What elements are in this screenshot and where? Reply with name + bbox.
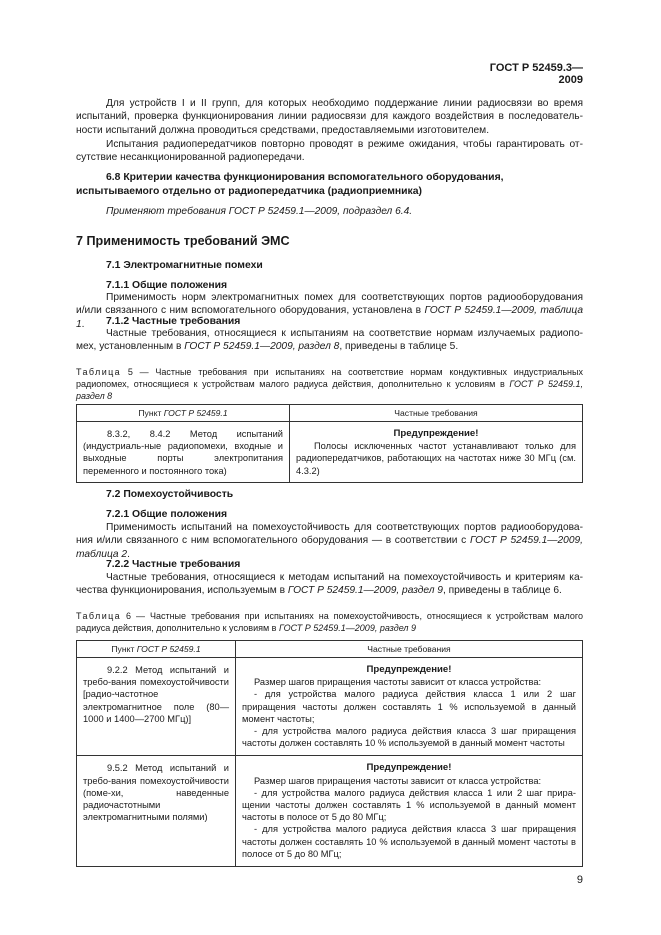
text-line: сутствие несанкционированной радиопередачи.	[76, 152, 305, 164]
section-7-2-2-text	[76, 571, 583, 598]
caption-label: Таблица	[76, 611, 122, 621]
text-line: испытываемого отдельно от радиопередатчика (радиоприемника)	[76, 185, 422, 197]
text-span: мех, установленным в	[76, 341, 185, 353]
section-7-2-2-title: 7.2.2 Частные требования	[106, 559, 241, 570]
text-span: , приведены в таблице 6.	[442, 585, 562, 597]
table-cell	[236, 756, 583, 867]
text-line: Применимость испытаний на помехоустойчивость для соответствующих портов радиооборудова-	[106, 522, 583, 533]
table-header-row	[77, 641, 583, 658]
text-line	[76, 378, 583, 390]
table-header-cell: Частные требования	[236, 641, 583, 658]
reference: таблица 2	[76, 548, 128, 560]
table-row	[77, 422, 583, 483]
table-header-cell: Частные требования	[290, 405, 583, 422]
reference: ГОСТ Р 52459.1—2009, раздел 9	[287, 585, 443, 597]
section-7-2-title: 7.2 Помехоустойчивость	[106, 489, 234, 500]
section-7-1-title: 7.1 Электромагнитные помехи	[106, 260, 263, 271]
cell-text: Размер шагов приращения частоты зависит от класса устройства:	[254, 677, 542, 688]
warning-label: Предупреждение!	[393, 428, 479, 439]
table-header-cell	[77, 641, 236, 658]
reference: ГОСТ Р 52459.1—2009, раздел 9	[278, 623, 416, 634]
table-cell	[236, 658, 583, 756]
text-line	[76, 366, 583, 378]
text-line	[76, 390, 583, 402]
table-cell: 8.3.2, 8.4.2 Метод испытаний (индустриаль-ные радиопомехи, входные и выходные порты электропитания переменного и постоянного тока)	[77, 422, 290, 483]
cell-text: - для устройства малого радиуса действия класса 1 или 2 шаг приращения частоты должен составлять 1 % используемой в данный момент частоты;	[242, 689, 576, 724]
text-span: Пункт	[138, 408, 164, 418]
cell-text: - для устройства малого радиуса действия класса 1 или 2 шаг прира-щении частоты должен составлять 1 % используемой в данный момент частоты в полосе от 5 до 80 МГц;	[242, 787, 576, 823]
text-line: Частные требования, относящиеся к методам испытаний на помехоустойчивость и критериям ка-	[106, 572, 583, 583]
text-line	[76, 534, 583, 547]
reference: ГОСТ Р 52459.1—2009,	[469, 535, 583, 547]
section-7-title: 7 Применимость требований ЭМС	[76, 234, 290, 248]
section-7-2-1-text	[76, 521, 583, 561]
table-cell	[290, 422, 583, 483]
table-cell: 9.2.2 Метод испытаний и требо-вания помехоустойчивости [радио-частотное электромагнитное поле (80—1000 и 1400—2700 МГц)]	[77, 658, 236, 756]
text-line: Испытания радиопередатчиков повторно проводят в режиме ожидания, чтобы гарантировать от-	[106, 139, 583, 150]
text-span: и/или связанного с ним вспомогательного оборудования, установлена в	[76, 305, 425, 317]
reference: раздел 8	[76, 391, 113, 402]
section-7-1-2-title: 7.1.2 Частные требования	[106, 316, 241, 327]
text-line: 6.8 Критерии качества функционирования вспомогательного оборудования,	[106, 172, 504, 183]
table-5-caption	[76, 366, 583, 403]
table-5	[76, 404, 583, 483]
cell-text: - для устройства малого радиуса действия класса 3 шаг приращения частоты должен составлять 10 % используемой в данный момент частоты	[242, 726, 576, 749]
text-line: Частные требования, относящиеся к испытаниям на соответствие нормам излучаемых радиопо-	[106, 328, 583, 339]
text-span: чества функционирования, используемым в	[76, 585, 288, 597]
text-span: Пункт	[111, 644, 137, 654]
table-header-cell	[77, 405, 290, 422]
text-line	[76, 340, 583, 353]
text-line: Применяют требования ГОСТ Р 52459.1—2009, подраздел 6.4.	[106, 206, 413, 217]
text-span: .	[127, 548, 130, 560]
text-line: Применимость норм электромагнитных помех для соответствующих портов радиооборудования	[106, 292, 583, 303]
table-6	[76, 640, 583, 867]
table-row	[77, 756, 583, 867]
text-span: 6 — Частные требования при испытаниях на помехоустойчивость, относящиеся к устройствам малого	[121, 611, 583, 621]
section-6-8-text	[106, 205, 583, 218]
warning-label: Предупреждение!	[366, 762, 452, 774]
table-cell: 9.5.2 Метод испытаний и требо-вания помехоустойчивости (поме-хи, наведенные радиочастотными электромагнитными полями)	[77, 756, 236, 867]
text-span: ния и/или связанного с ним вспомогательного оборудования — в соответствии с	[76, 535, 470, 547]
reference: ГОСТ Р 52459.1,	[509, 379, 583, 390]
text-line	[76, 584, 583, 597]
intro-paragraph-2	[76, 138, 583, 165]
section-6-8-title	[76, 171, 583, 198]
table-header-row	[77, 405, 583, 422]
cell-text: Размер шагов приращения частоты зависит от класса устройства:	[254, 775, 542, 786]
cell-text: - для устройства малого радиуса действия класса 3 шаг приращения частоты должен составлять 10 % используемой в данный момент частоты в полосе от 5 до 80 МГц;	[242, 824, 576, 859]
table-row	[77, 658, 583, 756]
text-line	[76, 610, 583, 622]
reference: ГОСТ Р 52459.1—2009, раздел 8	[184, 341, 340, 353]
reference: ГОСТ Р 52459.1—2009, таблица 1	[76, 305, 583, 330]
section-7-2-1-title: 7.2.1 Общие положения	[106, 509, 228, 520]
page-number: 9	[576, 874, 583, 886]
text-span: радиопомех, относящиеся к устройствам малого радиуса действия, дополнительно к условиям в	[76, 379, 510, 390]
text-line	[76, 622, 583, 634]
text-line: ности испытаний должна проводиться средствами, предоставляемыми изготовителем.	[76, 124, 490, 136]
cell-text: Полосы исключенных частот устанавливают только для радиопередатчиков, работающих на частотах ниже 30 МГц (см. 4.3.2)	[296, 441, 576, 476]
intro-paragraph-1	[76, 97, 583, 137]
table-6-caption	[76, 610, 583, 634]
section-7-1-1-title: 7.1.1 Общие положения	[106, 280, 228, 291]
text-span: 5 — Частные требования при испытаниях на соответствие нормам кондуктивных индустриальных	[121, 367, 583, 377]
caption-label: Таблица	[76, 367, 122, 377]
text-line: Для устройств I и II групп, для которых необходимо поддержание линии радиосвязи во время	[106, 98, 583, 109]
reference: ГОСТ Р 52459.1	[163, 408, 228, 418]
text-span: .	[81, 318, 85, 330]
section-7-1-2-text	[76, 327, 583, 354]
text-span: , приведены в таблице 5.	[339, 341, 459, 353]
warning-label: Предупреждение!	[366, 664, 452, 675]
text-line: испытаний, проверка функционирования линии радиосвязи для каждого воздействия в последователь-	[76, 111, 583, 123]
document-header: ГОСТ Р 52459.3—2009	[489, 62, 583, 86]
reference: ГОСТ Р 52459.1	[136, 644, 201, 654]
text-span: радиуса действия, дополнительно к условиям в	[76, 623, 279, 634]
